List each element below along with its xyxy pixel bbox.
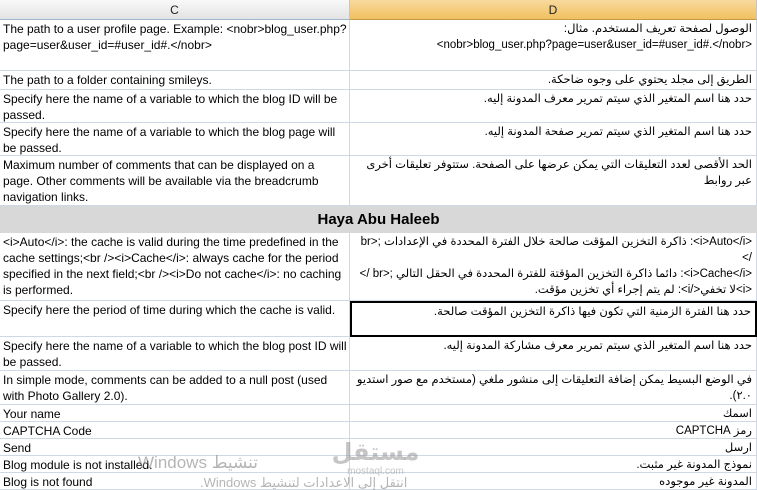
logo-domain: mostaql.com xyxy=(347,466,404,477)
cell-d[interactable]: حدد هنا اسم المتغير الذي سيتم تمرير معرف مشاركة المدونة إليه. xyxy=(350,337,757,371)
cell-d[interactable]: ارسل xyxy=(350,439,757,456)
column-header-c[interactable]: C xyxy=(0,0,350,20)
column-header-d[interactable]: D xyxy=(350,0,757,20)
cell-d[interactable]: اسمك xyxy=(350,405,757,422)
cell-c[interactable]: Blog is not found xyxy=(0,473,350,490)
cell-d-line: الوصول لصفحة تعريف المستخدم. مثال: xyxy=(563,23,752,35)
cell-d-line: <i>Cache</i>: دائما ذاكرة التخزين المؤقتة للفترة المحددة في الحقل التالي ;<br /> xyxy=(359,268,752,280)
cell-c[interactable]: In simple mode, comments can be added to a null post (used with Photo Gallery 2.0). xyxy=(0,371,350,405)
cell-d-line: <i>Auto</i>: ذاكرة التخزين المؤقت صالحة خلال الفترة المحددة في الإعدادات ;<br /> xyxy=(360,236,752,264)
cell-d-line: <i>لا تخفي</i>: لم يتم إجراء أي تخزين مؤقت. xyxy=(534,284,752,296)
table-row xyxy=(0,405,757,422)
table-row xyxy=(0,156,757,206)
cell-d[interactable]: حدد هنا اسم المتغير الذي سيتم تمرير معرف المدونة إليه. xyxy=(350,90,757,123)
cell-c[interactable]: Specify here the name of a variable to which the blog page will be passed. xyxy=(0,123,350,156)
cell-d[interactable]: المدونة غير موجوده xyxy=(350,473,757,490)
activation-watermark-hint: انتقل إلى الاعدادات لتنشيط Windows. xyxy=(200,475,408,490)
mostaql-logo xyxy=(328,440,423,482)
table-row xyxy=(0,123,757,156)
cell-c[interactable]: CAPTCHA Code xyxy=(0,422,350,439)
cell-c[interactable]: The path to a folder containing smileys. xyxy=(0,71,350,90)
cell-c[interactable]: Specify here the period of time during which the cache is valid. xyxy=(0,301,350,337)
table-row xyxy=(0,20,757,71)
cell-c[interactable]: Send xyxy=(0,439,350,456)
cell-c[interactable]: Specify here the name of a variable to which the blog post ID will be passed. xyxy=(0,337,350,371)
table-row xyxy=(0,371,757,405)
table-row xyxy=(0,90,757,123)
cell-d[interactable]: الحد الأقصى لعدد التعليقات التي يمكن عرضها على الصفحة. ستتوفر تعليقات أخرى عبر روابط xyxy=(350,156,757,206)
cell-d-line: <nobr>blog_user.php?page=user&user_id=#user_id#.</nobr> xyxy=(436,39,752,51)
cell-d[interactable]: في الوضع البسيط يمكن إضافة التعليقات إلى منشور ملغي (مستخدم مع صور استديو ٢.٠). xyxy=(350,371,757,405)
active-cell-d[interactable]: حدد هنا الفترة الزمنية التي تكون فيها ذاكرة التخزين المؤقت صالحة. xyxy=(350,301,757,337)
table-row xyxy=(0,301,757,337)
table-row xyxy=(0,337,757,371)
cell-d[interactable] xyxy=(350,20,757,71)
table-row xyxy=(0,233,757,301)
table-row xyxy=(0,422,757,439)
cell-d[interactable] xyxy=(350,233,757,301)
cell-c[interactable]: Specify here the name of a variable to which the blog ID will be passed. xyxy=(0,90,350,123)
cell-c[interactable]: Blog module is not installed. xyxy=(0,456,350,473)
cell-d[interactable]: حدد هنا اسم المتغير الذي سيتم تمرير صفحة المدونة إليه. xyxy=(350,123,757,156)
cell-d[interactable]: رمز CAPTCHA xyxy=(350,422,757,439)
cell-d[interactable]: الطريق إلى مجلد يحتوي على وجوه ضاحكة. xyxy=(350,71,757,90)
table-row xyxy=(0,71,757,90)
cell-c[interactable]: The path to a user profile page. Example: <nobr>blog_user.php?page=user&user_id=#user_id#.</nobr> xyxy=(0,20,350,71)
cell-c[interactable]: <i>Auto</i>: the cache is valid during the time predefined in the cache settings;<br /><i>Cache</i>: always cache for the period specified in the next field;<br /><i>Do not cache</i>: no caching is performed. xyxy=(0,233,350,301)
activation-watermark-title: Windows تنشيط xyxy=(138,453,258,472)
cell-c[interactable]: Maximum number of comments that can be displayed on a page. Other comments will be available via the breadcrumb navigation links. xyxy=(0,156,350,206)
cell-d[interactable]: نموذج المدونة غير مثبت. xyxy=(350,456,757,473)
section-band xyxy=(0,206,757,233)
logo-text: مستقل xyxy=(331,439,420,466)
cell-c[interactable]: Your name xyxy=(0,405,350,422)
section-title[interactable]: Haya Abu Haleeb xyxy=(317,211,440,228)
